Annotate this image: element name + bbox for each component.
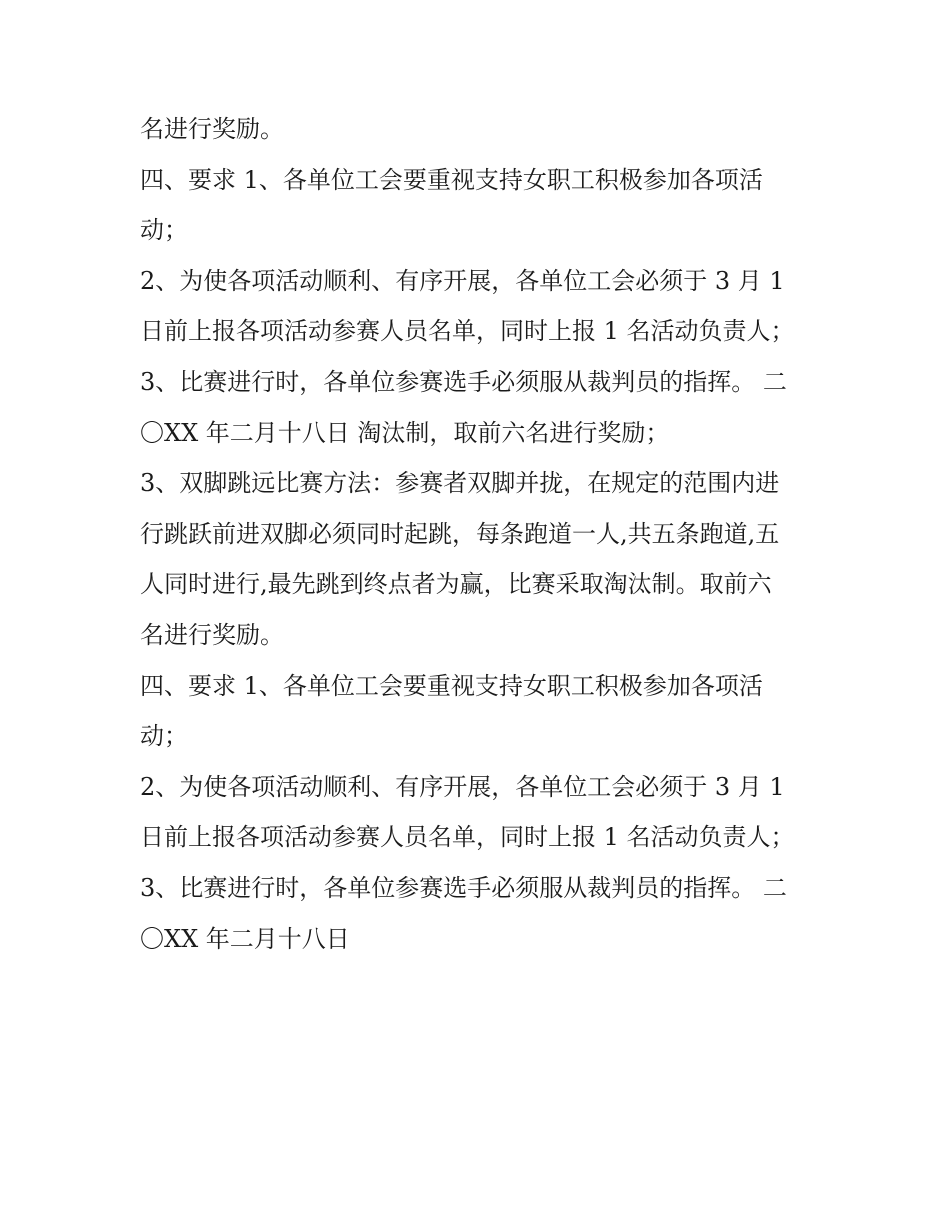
text-line: 名进行奖励。	[140, 115, 284, 143]
text-line: 日前上报各项活动参赛人员名单，同时上报 1 名活动负责人；	[140, 317, 795, 346]
text-line: 名进行奖励。	[140, 620, 284, 649]
text-line: 四、要求 1、各单位工会要重视支持女职工积极参加各项活	[140, 165, 763, 194]
text-line: 3、双脚跳远比赛方法：参赛者双脚并拢，在规定的范围内进	[140, 469, 780, 498]
text-line: 3、比赛进行时，各单位参赛选手必须服从裁判员的指挥。 二	[140, 367, 787, 396]
text-line: 〇XX 年二月十八日	[140, 924, 350, 953]
text-line: 行跳跃前进双脚必须同时起跳，每条跑道一人,共五条跑道,五	[140, 519, 780, 548]
text-line: 人同时进行,最先跳到终点者为赢，比赛采取淘汰制。取前六	[140, 570, 772, 599]
text-line: 2、为使各项活动顺利、有序开展，各单位工会必须于 3 月 1	[140, 772, 785, 801]
text-line: 3、比赛进行时，各单位参赛选手必须服从裁判员的指挥。 二	[140, 873, 787, 902]
document-body	[140, 104, 820, 964]
text-line: 四、要求 1、各单位工会要重视支持女职工积极参加各项活	[140, 671, 763, 700]
text-line: 动；	[140, 216, 188, 245]
text-line: 日前上报各项活动参赛人员名单，同时上报 1 名活动负责人；	[140, 823, 795, 852]
text-line: 〇XX 年二月十八日 淘汰制，取前六名进行奖励；	[140, 418, 670, 447]
text-line: 2、为使各项活动顺利、有序开展，各单位工会必须于 3 月 1	[140, 266, 785, 295]
text-line: 动；	[140, 722, 188, 751]
